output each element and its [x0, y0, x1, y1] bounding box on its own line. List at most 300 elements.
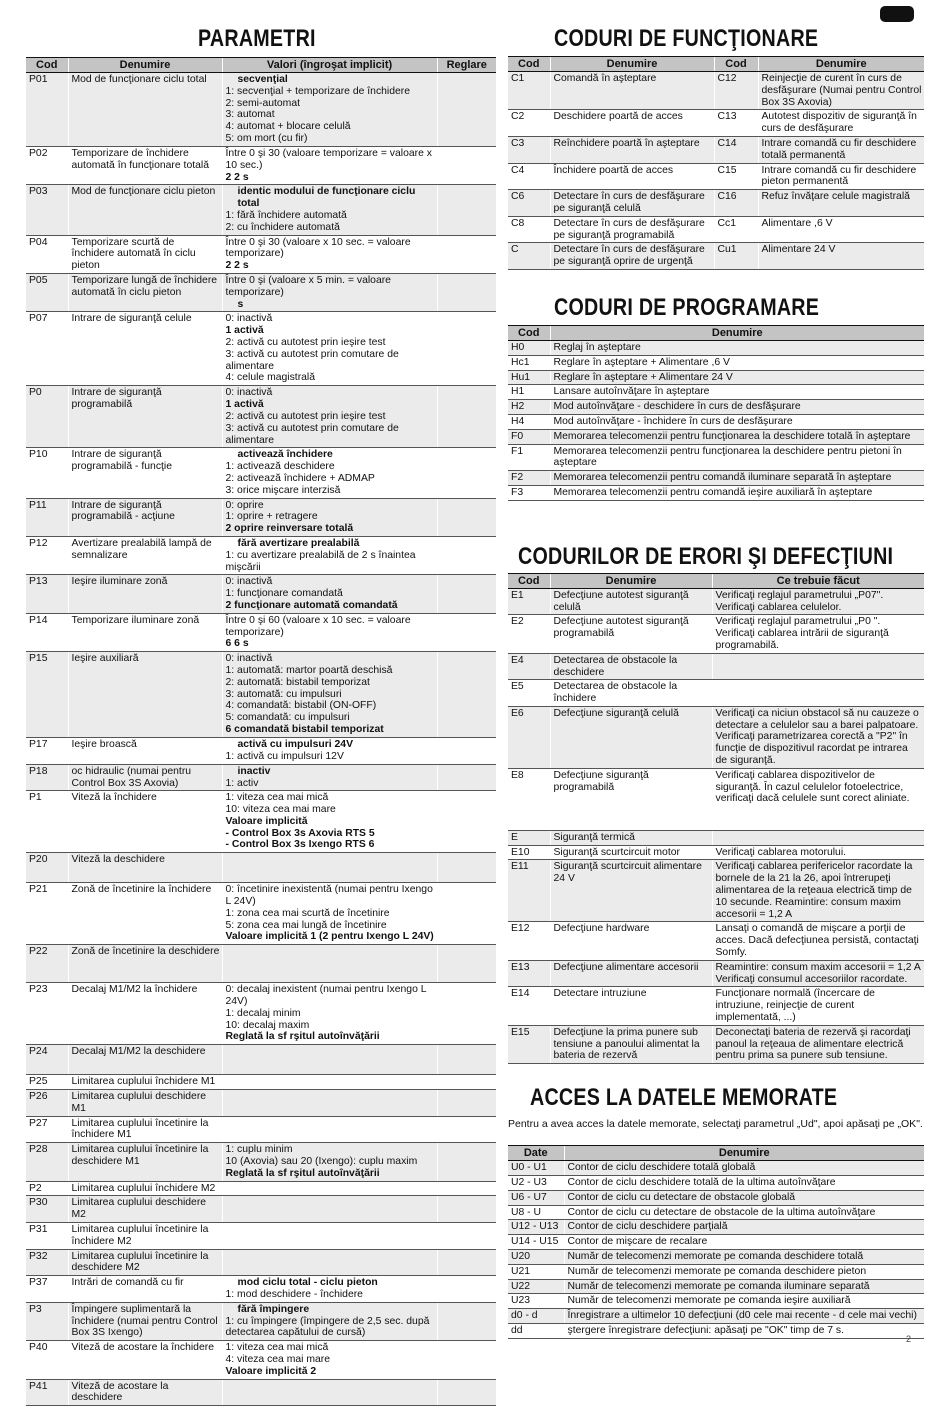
table-row: [26, 883, 496, 945]
value-line: 1: cu avertizare prealabilă de 2 s înaintea mişcării: [225, 549, 416, 573]
table-row: [508, 216, 924, 243]
param-name: Avertizare prealabilă lampă de semnalizare: [68, 536, 222, 574]
param-adjust-cell: [437, 312, 496, 386]
table-row: [508, 588, 924, 615]
cell: Mod autoînvăţare - deschidere în curs de desfăşurare: [550, 400, 924, 415]
param-name: Viteză de acostare la închidere: [68, 1341, 222, 1379]
cell: Intrare comandă cu fir deschidere pieton permanentă: [758, 163, 924, 190]
value-line: 1: activ: [225, 777, 259, 789]
value-line: Între 0 şi 30 (valoare temporizare = valoare x 10 sec.): [225, 148, 432, 171]
cell: Defecţiune siguranţă celulă: [550, 706, 712, 768]
table-row: [508, 414, 924, 429]
param-values: [222, 273, 437, 311]
param-code: P01: [26, 73, 68, 147]
value-line: 0: oprire: [225, 499, 264, 511]
param-adjust-cell: [437, 1379, 496, 1406]
value-line: 5: om mort (cu fir): [225, 132, 308, 144]
cell: Lansare autoînvăţare în aşteptare: [550, 385, 924, 400]
value-line: 1: cu împingere (împingere de 2,5 sec. după detectarea capătului de cursă): [225, 1315, 430, 1339]
param-name: Limitarea cuplului închidere M1: [68, 1075, 222, 1090]
value-line: 2: automată: bistabil temporizat: [225, 676, 370, 688]
param-code: P24: [26, 1045, 68, 1075]
param-adjust-cell: [437, 147, 496, 185]
param-values: [222, 448, 437, 498]
table-row: [26, 613, 496, 651]
param-name: Limitarea cuplului deschidere M2: [68, 1196, 222, 1223]
param-values: [222, 536, 437, 574]
value-line: 2: activează închidere + ADMAP: [225, 472, 375, 484]
param-name: Viteză de acostare la deschidere: [68, 1379, 222, 1406]
param-code: P22: [26, 945, 68, 983]
coduri-erori-header-row: [508, 573, 924, 588]
table-row: [26, 1223, 496, 1250]
cell: Alimentare 24 V: [758, 243, 924, 270]
header-denumire: Denumire: [550, 57, 714, 72]
table-row: [508, 163, 924, 190]
value-line: identic modului de funcţionare ciclu total: [237, 186, 416, 210]
table-row: [26, 652, 496, 738]
table-row: [508, 922, 924, 960]
table-row: [508, 471, 924, 486]
value-line: 3: automată: cu impulsuri: [225, 688, 342, 700]
value-line: 1: viteza cea mai mică: [225, 792, 329, 804]
value-line: 10: viteza cea mai mare: [225, 804, 336, 816]
param-adjust-cell: [437, 386, 496, 448]
table-row: [508, 1220, 924, 1235]
param-name: Limitarea cuplului încetinire la deschidere M1: [68, 1143, 222, 1181]
cell: U2 - U3: [508, 1176, 564, 1191]
param-code: P17: [26, 738, 68, 765]
value-line: Valoare implicită: [225, 815, 308, 827]
table-row: [508, 960, 924, 987]
cell: C1: [508, 72, 550, 110]
value-line: 2 2 s: [225, 171, 249, 183]
cell: Refuz învăţare celule magistrală: [758, 190, 924, 217]
cell: E2: [508, 615, 550, 653]
parametri-section: [26, 0, 496, 1406]
param-values: [222, 1249, 437, 1276]
cell: Defecţiune alimentare accesorii: [550, 960, 712, 987]
cell: [712, 830, 924, 845]
value-line: inactiv: [237, 765, 271, 777]
param-code: P26: [26, 1090, 68, 1117]
cell: Cc1: [714, 216, 758, 243]
table-row: [26, 1379, 496, 1406]
table-row: [26, 185, 496, 235]
value-line: 10: decalaj maxim: [225, 1019, 310, 1031]
table-row: [508, 1161, 924, 1176]
value-line: 2 oprire reinversare totală: [225, 523, 354, 535]
table-row: [508, 830, 924, 845]
table-row: [26, 1196, 496, 1223]
param-name: Temporizare scurtă de închidere automată în ciclu pieton: [68, 235, 222, 273]
cell: Reinjecţie de curent în curs de desfăşurare (Numai pentru Control Box 3S Axovia): [758, 72, 924, 110]
table-row: [26, 764, 496, 791]
cell: U22: [508, 1279, 564, 1294]
param-name: Mod de funcţionare ciclu pieton: [68, 185, 222, 235]
table-row: [26, 498, 496, 536]
cell: C3: [508, 136, 550, 163]
param-adjust-cell: [437, 448, 496, 498]
cell: E14: [508, 987, 550, 1025]
param-name: Intrare de siguranţă programabilă - funcţie: [68, 448, 222, 498]
table-row: [26, 1116, 496, 1143]
cell: F1: [508, 444, 550, 471]
cell: Memorarea telecomenzii pentru comandă iluminare separată în aşteptare: [550, 471, 924, 486]
value-line: 6 comandată bistabil temporizat: [225, 723, 384, 735]
param-values: [222, 1075, 437, 1090]
cell: E5: [508, 680, 550, 707]
cell: Contor de ciclu deschidere totală globală: [564, 1161, 924, 1176]
value-line: 1: cuplu minim: [225, 1144, 293, 1156]
value-line: 1: decalaj minim: [225, 1007, 301, 1019]
param-code: P14: [26, 613, 68, 651]
param-name: Intrări de comandă cu fir: [68, 1276, 222, 1303]
value-line: 1: zona cea mai scurtă de încetinire: [225, 907, 390, 919]
table-row: [508, 860, 924, 922]
cell: Reglare în aşteptare + Alimentare 24 V: [550, 370, 924, 385]
cell: E6: [508, 706, 550, 768]
cell: E: [508, 830, 550, 845]
param-adjust-cell: [437, 575, 496, 613]
value-line: 4: viteza cea mai mare: [225, 1353, 331, 1365]
table-row: [508, 845, 924, 860]
param-adjust-cell: [437, 883, 496, 945]
param-code: P20: [26, 853, 68, 883]
cell: H4: [508, 414, 550, 429]
value-line: 1: activează deschidere: [225, 461, 335, 473]
value-line: Valoare implicită 1 (2 pentru Ixengo L 24V): [225, 931, 434, 943]
param-values: [222, 1116, 437, 1143]
param-code: P31: [26, 1223, 68, 1250]
value-line: s: [237, 298, 244, 310]
table-row: [26, 312, 496, 386]
param-adjust-cell: [437, 1341, 496, 1379]
cell: Contor de mişcare de recalare: [564, 1235, 924, 1250]
param-values: [222, 1090, 437, 1117]
cell: Hu1: [508, 370, 550, 385]
cell: [712, 680, 924, 707]
value-line: 10 (Axovia) sau 20 (Ixengo): cuplu maxim: [225, 1156, 418, 1168]
param-name: Limitarea cuplului încetinire la deschidere M2: [68, 1249, 222, 1276]
header-valori: Valori (îngroşat implicit): [222, 58, 437, 73]
value-line: Între 0 şi 60 (valoare x 10 sec. = valoare temporizare): [225, 614, 411, 638]
cell: Deschidere poartă de acces: [550, 110, 714, 137]
table-row: [26, 1075, 496, 1090]
param-adjust-cell: [437, 764, 496, 791]
param-name: Decalaj M1/M2 la închidere: [68, 983, 222, 1045]
param-code: P12: [26, 536, 68, 574]
cell: Comandă în aşteptare: [550, 72, 714, 110]
param-values: [222, 1223, 437, 1250]
param-values: [222, 147, 437, 185]
param-name: Viteză la închidere: [68, 791, 222, 853]
param-adjust-cell: [437, 1196, 496, 1223]
value-line: activează închidere: [237, 449, 333, 461]
cell: Înregistrare a ultimelor 10 defecţiuni (d0 cele mai recente - d cele mai vechi): [564, 1309, 924, 1324]
cell: Verificaţi cablarea dispozitivelor de siguranţă. În cazul celulelor fotoelectrice, verificaţi dacă celulele sunt corect aliniate.: [712, 768, 924, 830]
table-row: [508, 444, 924, 471]
table-row: [26, 1045, 496, 1075]
cell: Contor de ciclu deschidere totală de la ultima autoînvăţare: [564, 1176, 924, 1191]
value-line: 1: mod deschidere - închidere: [225, 1289, 363, 1300]
right-column: [508, 0, 924, 1339]
cell: C: [508, 243, 550, 270]
param-adjust-cell: [437, 1249, 496, 1276]
param-name: Ieşire broască: [68, 738, 222, 765]
param-name: Intrare de siguranţă celule: [68, 312, 222, 386]
value-line: 0: încetinire inexistentă (numai pentru Ixengo L 24V): [225, 884, 433, 908]
table-row: [508, 1176, 924, 1191]
param-values: [222, 764, 437, 791]
param-code: P28: [26, 1143, 68, 1181]
cell: Deconectaţi bateria de rezervă şi racordaţi panoul la reţeaua de alimentare electrică pentru prima sa punere sub tensiune.: [712, 1025, 924, 1063]
coduri-programare-table: [508, 325, 924, 501]
value-line: 0: inactivă: [225, 576, 273, 588]
table-row: [26, 1249, 496, 1276]
table-row: [508, 1235, 924, 1250]
table-row: [508, 1264, 924, 1279]
table-row: [508, 987, 924, 1025]
cell: Memorarea telecomenzii pentru funcţionarea la deschidere pentru pietoni în aşteptare: [550, 444, 924, 471]
table-row: [508, 1294, 924, 1309]
value-line: Între 0 şi (valoare x 5 min. = valoare temporizare): [225, 274, 391, 298]
cell: Cu1: [714, 243, 758, 270]
value-line: 3: automat: [225, 109, 275, 121]
param-values: [222, 1341, 437, 1379]
header-denumire: Denumire: [68, 58, 222, 73]
value-line: 5: zona cea mai lungă de încetinire: [225, 919, 387, 931]
param-values: [222, 791, 437, 853]
header-ce-trebuie-facut: Ce trebuie făcut: [712, 573, 924, 588]
cell: C4: [508, 163, 550, 190]
table-row: [508, 355, 924, 370]
param-values: [222, 235, 437, 273]
param-code: P02: [26, 147, 68, 185]
cell: Detectarea de obstacole la deschidere: [550, 653, 712, 680]
param-name: Zonă de încetinire la deschidere: [68, 945, 222, 983]
cell: Contor de ciclu cu detectare de obstacole de la ultima autoînvăţare: [564, 1205, 924, 1220]
value-line: 2 2 s: [225, 260, 249, 272]
cell: Autotest dispozitiv de siguranţă în curs de desfăşurare: [758, 110, 924, 137]
cell: Siguranţă scurtcircuit motor: [550, 845, 712, 860]
param-values: [222, 185, 437, 235]
param-adjust-cell: [437, 1090, 496, 1117]
coduri-functionare-title: CODURI DE FUNCŢIONARE: [554, 25, 819, 52]
value-line: 2: activă cu autotest prin ieşire test: [225, 336, 386, 348]
value-line: mod ciclu total - ciclu pieton: [237, 1277, 378, 1289]
table-row: [26, 1181, 496, 1196]
param-adjust-cell: [437, 1045, 496, 1075]
cell: Reglaj în aşteptare: [550, 340, 924, 355]
value-line: 1: secvenţial + temporizare de închidere: [225, 85, 411, 97]
table-row: [26, 448, 496, 498]
cell: F0: [508, 429, 550, 444]
param-adjust-cell: [437, 498, 496, 536]
param-code: P3: [26, 1302, 68, 1340]
header-denumire-2: Denumire: [758, 57, 924, 72]
param-name: Intrare de siguranţă programabilă: [68, 386, 222, 448]
table-row: [508, 136, 924, 163]
table-row: [508, 653, 924, 680]
param-code: P15: [26, 652, 68, 738]
table-row: [508, 1190, 924, 1205]
param-name: oc hidraulic (numai pentru Control Box 3S Axovia): [68, 764, 222, 791]
table-row: [26, 73, 496, 147]
cell: Închidere poartă de acces: [550, 163, 714, 190]
table-row: [26, 147, 496, 185]
cell: E10: [508, 845, 550, 860]
value-line: 2: cu închidere automată: [225, 221, 340, 233]
value-line: Reglată la sf rşitul autoînvăţării: [225, 1031, 380, 1043]
value-line: 3: activă cu autotest prin comutare de alimentare: [225, 422, 399, 446]
param-name: Limitarea cuplului încetinire la închidere M1: [68, 1116, 222, 1143]
cell: Funcţionare normală (încercare de intruziune, reinjecţie de curent implementată, ...): [712, 987, 924, 1025]
coduri-erori-title: CODURILOR DE ERORI ŞI DEFECŢIUNI: [518, 542, 894, 570]
header-cod: Cod: [26, 58, 68, 73]
value-line: Reglată la sf rşitul autoînvăţării: [225, 1167, 380, 1179]
param-name: Decalaj M1/M2 la deschidere: [68, 1045, 222, 1075]
cell: H0: [508, 340, 550, 355]
table-row: [508, 400, 924, 415]
param-adjust-cell: [437, 652, 496, 738]
param-code: P0: [26, 386, 68, 448]
value-line: Valoare implicită 2: [225, 1365, 317, 1377]
value-line: 3: orice mişcare interzisă: [225, 484, 341, 496]
param-values: [222, 1379, 437, 1406]
cell: E12: [508, 922, 550, 960]
cell: Intrare comandă cu fir deschidere totală permanentă: [758, 136, 924, 163]
param-adjust-cell: [437, 73, 496, 147]
param-name: Limitarea cuplului încetinire la închidere M2: [68, 1223, 222, 1250]
param-code: P41: [26, 1379, 68, 1406]
param-values: [222, 575, 437, 613]
param-name: Intrare de siguranţă programabilă - acţiune: [68, 498, 222, 536]
coduri-functionare-table: [508, 56, 924, 270]
value-line: secvenţial: [237, 74, 288, 85]
cell: C15: [714, 163, 758, 190]
param-name: Temporizare lungă de închidere automată în ciclu pieton: [68, 273, 222, 311]
page-number: 2: [906, 1334, 912, 1344]
table-row: [26, 386, 496, 448]
cell: Verificaţi reglajul parametrului „P0 ". Verificaţi cablarea intrării de siguranţă programabilă.: [712, 615, 924, 653]
cell: Detectare intruziune: [550, 987, 712, 1025]
cell: E8: [508, 768, 550, 830]
cell: E11: [508, 860, 550, 922]
param-adjust-cell: [437, 185, 496, 235]
table-row: [508, 1324, 924, 1339]
value-line: 1: oprire + retragere: [225, 511, 318, 523]
table-row: [26, 1276, 496, 1303]
param-values: [222, 312, 437, 386]
param-code: P04: [26, 235, 68, 273]
param-adjust-cell: [437, 853, 496, 883]
acces-date-table: [508, 1145, 924, 1339]
param-values: [222, 853, 437, 883]
table-row: [508, 615, 924, 653]
value-line: 0: inactivă: [225, 313, 273, 325]
cell: C16: [714, 190, 758, 217]
param-values: [222, 1276, 437, 1303]
cell: Număr de telecomenzi memorate pe comanda deschidere totală: [564, 1250, 924, 1265]
cell: Reamintire: consum maxim accesorii = 1,2 A Verificaţi consumul accesoriilor racordate.: [712, 960, 924, 987]
table-row: [508, 1250, 924, 1265]
param-values: [222, 73, 437, 147]
param-code: P18: [26, 764, 68, 791]
param-adjust-cell: [437, 536, 496, 574]
value-line: 2: semi-automat: [225, 97, 300, 109]
value-line: fără împingere: [237, 1303, 310, 1315]
value-line: 5: comandată: cu impulsuri: [225, 712, 350, 724]
acces-date-note: Pentru a avea acces la datele memorate, selectaţi parametrul „Ud", apoi apăsaţi pe „OK".: [508, 1118, 923, 1131]
table-row: [26, 1143, 496, 1181]
param-adjust-cell: [437, 791, 496, 853]
acces-date-title: ACCES LA DATELE MEMORATE: [530, 1084, 838, 1112]
value-line: 1: automată: martor poartă deschisă: [225, 664, 393, 676]
table-row: [508, 385, 924, 400]
cell: C2: [508, 110, 550, 137]
table-row: [26, 791, 496, 853]
cell: U20: [508, 1250, 564, 1265]
cell: d0 - d: [508, 1309, 564, 1324]
value-line: activă cu impulsuri 24V: [237, 739, 353, 751]
value-line: 0: decalaj inexistent (numai pentru Ixengo L 24V): [225, 984, 427, 1008]
table-row: [508, 243, 924, 270]
table-row: [26, 945, 496, 983]
param-code: P30: [26, 1196, 68, 1223]
param-adjust-cell: [437, 983, 496, 1045]
cell: Defecţiune siguranţă programabilă: [550, 768, 712, 830]
cell: Verificaţi cablarea perifericelor racordate la bornele de la 21 la 26, apoi întrerupeţi alimentarea de la reţeaua electrică timp de 10 secunde. Reamintire: consum maxim accesorii = 1,2 A: [712, 860, 924, 922]
cell: Hc1: [508, 355, 550, 370]
param-adjust-cell: [437, 1143, 496, 1181]
param-code: P27: [26, 1116, 68, 1143]
param-values: [222, 883, 437, 945]
param-adjust-cell: [437, 613, 496, 651]
param-code: P40: [26, 1341, 68, 1379]
param-adjust-cell: [437, 1075, 496, 1090]
param-name: Zonă de încetinire la închidere: [68, 883, 222, 945]
cell: Defecţiune hardware: [550, 922, 712, 960]
cell: Număr de telecomenzi memorate pe comanda deschidere pieton: [564, 1264, 924, 1279]
param-adjust-cell: [437, 1181, 496, 1196]
cell: F3: [508, 485, 550, 500]
param-code: P21: [26, 883, 68, 945]
table-row: [508, 429, 924, 444]
header-denumire: Denumire: [550, 573, 712, 588]
cell: Defecţiune autotest siguranţă programabilă: [550, 615, 712, 653]
acces-date-header-row: [508, 1146, 924, 1161]
table-row: [26, 575, 496, 613]
value-line: 1: viteza cea mai mică: [225, 1342, 329, 1354]
cell: U21: [508, 1264, 564, 1279]
param-code: P2: [26, 1181, 68, 1196]
parametri-table: [26, 57, 496, 1406]
cell: E4: [508, 653, 550, 680]
param-name: Ieşire auxiliară: [68, 652, 222, 738]
table-row: [26, 1090, 496, 1117]
cell: C6: [508, 190, 550, 217]
table-row: [26, 1302, 496, 1340]
cell: ştergere înregistrare defecţiuni: apăsaţi pe "OK" timp de 7 s.: [564, 1324, 924, 1339]
parametri-header-row: [26, 58, 496, 73]
cell: Verificaţi cablarea motorului.: [712, 845, 924, 860]
param-code: P37: [26, 1276, 68, 1303]
cell: Contor de ciclu deschidere parţială: [564, 1220, 924, 1235]
header-date: Date: [508, 1146, 564, 1161]
table-row: [508, 1025, 924, 1063]
header-cod-2: Cod: [714, 57, 758, 72]
